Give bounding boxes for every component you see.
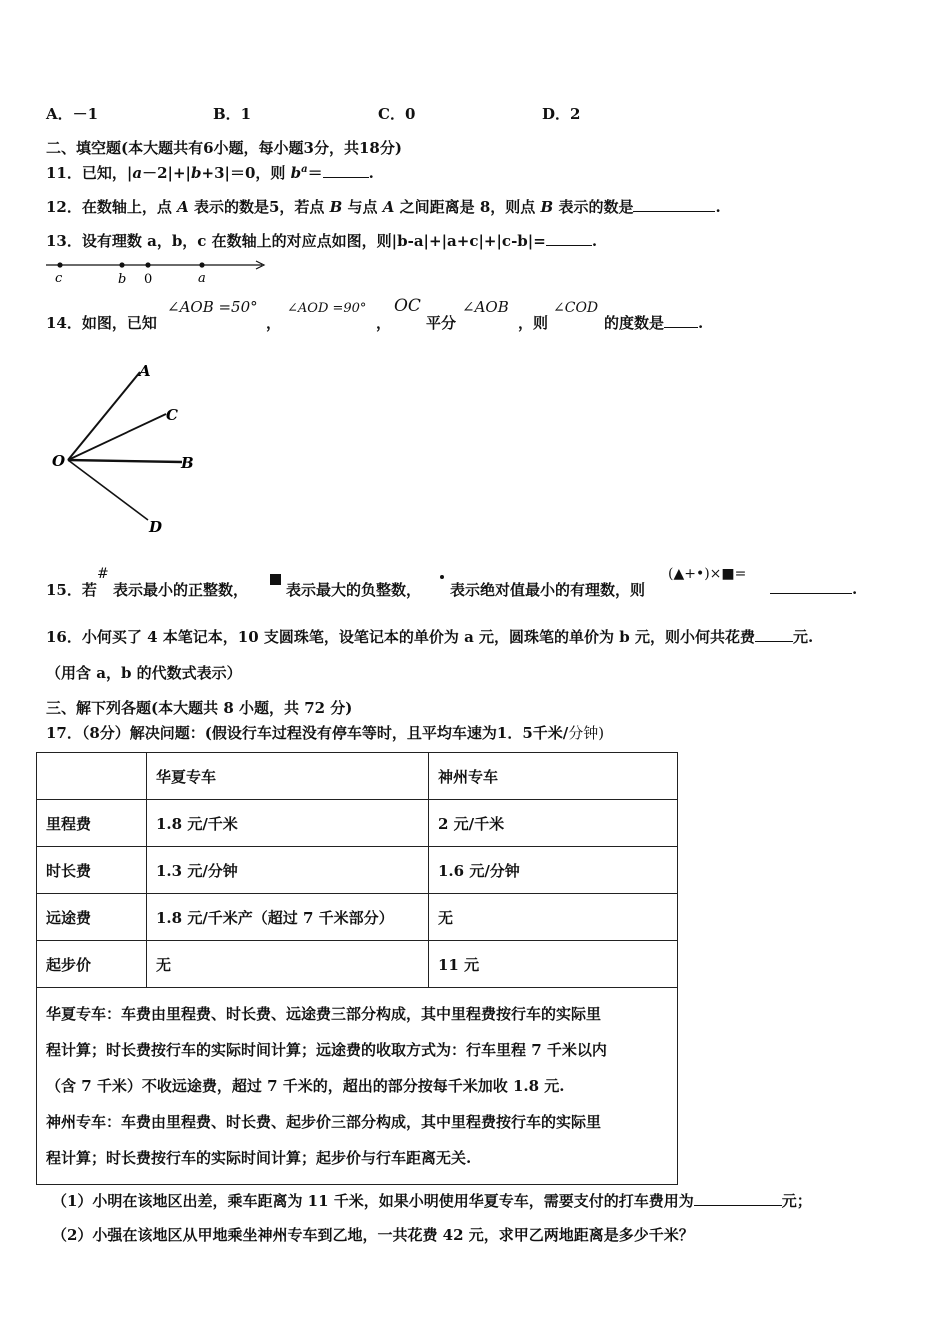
point-a (199, 262, 204, 267)
question-17-intro (46, 722, 604, 743)
q16-line1: 16．小何买了 4 本笔记本，10 支圆珠笔，设笔记本的单价为 a 元，圆珠笔的单价为 b 元，则小何共花费 (46, 628, 755, 646)
ray-od (68, 460, 148, 520)
fare-table (36, 752, 678, 1185)
q11-b2: b (290, 164, 302, 182)
label-B: B (181, 454, 194, 472)
q16-unit: 元. (792, 628, 814, 646)
table-header-cell: 华夏专车 (147, 753, 429, 800)
q15-blank[interactable] (770, 579, 852, 594)
table-cell: 2 元/千米 (429, 800, 678, 847)
section-2-title: 二、填空题(本大题共有6小题，每小题3分，共18分) (46, 139, 402, 157)
q15-smallest-positive: 表示最小的正整数， (113, 581, 249, 599)
q16-blank[interactable] (755, 627, 793, 642)
q15-hash: # (97, 566, 109, 582)
note-line: 程计算；时长费按行车的实际时间计算；远途费的收取方式为：行车里程 7 千米以内 (46, 1041, 607, 1059)
q14-angle-cod: ∠COD (553, 300, 599, 316)
table-row (37, 847, 678, 894)
q11-blank[interactable] (323, 163, 369, 178)
q12-A1: A (177, 198, 189, 216)
q11-eq: ＝ (307, 164, 323, 182)
question-14-lead: 14．如图，已知 (46, 314, 157, 332)
question-12 (46, 196, 721, 217)
label-D: D (149, 518, 163, 536)
q11-exponent: a (301, 164, 308, 175)
ray-ob (68, 460, 182, 462)
angle-figure (48, 360, 208, 540)
label-O: O (52, 452, 66, 470)
table-header-cell: 神州专车 (429, 753, 678, 800)
q16-line2: （用含 a，b 的代数式表示） (46, 664, 242, 682)
number-line (44, 256, 270, 286)
ray-oa (68, 372, 140, 460)
table-cell: 里程费 (37, 800, 147, 847)
q12-p2: 表示的数是5，若点 (188, 198, 330, 216)
label-A: A (139, 362, 151, 380)
dot-icon (440, 575, 444, 579)
q11-a: a (132, 164, 143, 182)
section-3-title: 三、解下列各题(本大题共 8 小题，共 72 分) (46, 699, 353, 717)
sub-question-2: （2）小强在该地区从甲地乘坐神州专车到乙地，一共花费 42 元，求甲乙两地距离是多少千米？ (52, 1226, 694, 1244)
q14-blank[interactable] (664, 313, 698, 328)
note-line: 华夏专车：车费由里程费、时长费、远途费三部分构成，其中里程费按行车的实际里 (46, 1005, 602, 1023)
q11-b1: b (191, 164, 202, 182)
table-cell: 无 (147, 941, 429, 988)
table-cell: 远途费 (37, 894, 147, 941)
q12-p1: 12．在数轴上，点 (46, 198, 178, 216)
q12-end: . (715, 198, 721, 216)
table-cell: 时长费 (37, 847, 147, 894)
q14-sep2: ， (376, 314, 392, 332)
q15-end: . (852, 580, 858, 598)
q14-angle-aob: ∠AOB =50° (167, 298, 258, 316)
q13-blank[interactable] (546, 231, 592, 246)
q11-mid1: －2|+| (142, 164, 191, 182)
sub1-text: （1）小明在该地区出差，乘车距离为 11 千米，如果小明使用华夏专车，需要支付的打车费用为 (52, 1192, 694, 1210)
q14-tail (604, 312, 703, 333)
q14-then: ，则 (518, 314, 549, 332)
label-C: C (166, 406, 178, 424)
q12-blank[interactable] (633, 197, 715, 212)
q14-angle-aob-2: ∠AOB (462, 298, 509, 316)
q15-largest-negative: 表示最大的负整数， (286, 581, 422, 599)
point-b (119, 262, 124, 267)
note-line: 神州专车：车费由里程费、时长费、起步价三部分构成，其中里程费按行车的实际里 (46, 1113, 602, 1131)
label-c: c (55, 271, 63, 286)
q14-end: . (698, 314, 704, 332)
q12-B2: B (540, 198, 554, 216)
table-notes-row (37, 988, 678, 1185)
q11-prefix: 11．已知，| (46, 164, 133, 182)
table-cell: 11 元 (429, 941, 678, 988)
question-11 (46, 162, 374, 183)
q12-p5: 表示的数是 (553, 198, 634, 216)
table-cell: 1.8 元/千米 (147, 800, 429, 847)
q17-intro: 17．（8分）解决问题：(假设行车过程没有停车等时，且平均车速为1．5千米/ (46, 724, 569, 742)
q17-intro-tail: 分钟) (568, 724, 605, 742)
option-c: C．0 (378, 105, 416, 123)
q14-bisects: 平分 (426, 314, 457, 332)
table-header-cell (37, 753, 147, 800)
table-cell: 1.8 元/千米产（超过 7 千米部分） (147, 894, 429, 941)
q15-lead: 15．若 (46, 581, 97, 599)
sub-question-1 (52, 1190, 812, 1211)
q14-angle-aod: ∠AOD =90° (287, 301, 367, 316)
sub1-blank[interactable] (694, 1191, 782, 1206)
q13-text: 13．设有理数 a，b，c 在数轴上的对应点如图，则|b-a|+|a+c|+|c-b|= (46, 232, 546, 250)
option-d: D．2 (542, 105, 581, 123)
label-b: b (118, 272, 127, 287)
q12-p4: 之间距离是 8，则点 (394, 198, 541, 216)
sub1-unit: 元； (781, 1192, 812, 1210)
q11-mid2: +3|＝0，则 (201, 164, 291, 182)
point-zero (145, 262, 150, 267)
question-13 (46, 230, 597, 251)
q12-B1: B (329, 198, 343, 216)
note-line: 程计算；时长费按行车的实际时间计算；起步价与行车距离无关. (46, 1149, 472, 1167)
table-cell: 1.6 元/分钟 (429, 847, 678, 894)
table-row (37, 941, 678, 988)
note-line: （含 7 千米）不收远途费，超过 7 千米的，超出的部分按每千米加收 1.8 元. (46, 1077, 565, 1095)
ray-oc (68, 414, 166, 460)
square-icon (270, 574, 281, 585)
label-a: a (198, 271, 206, 286)
table-row (37, 800, 678, 847)
option-b: B．1 (213, 105, 252, 123)
point-c (57, 262, 62, 267)
table-row (37, 894, 678, 941)
option-a: A．－1 (46, 105, 99, 123)
q14-degree-text: 的度数是 (604, 314, 665, 332)
q15-tail (770, 579, 857, 598)
q12-p3: 与点 (342, 198, 383, 216)
q11-end: . (368, 164, 374, 182)
label-zero: 0 (144, 272, 153, 287)
table-cell: 1.3 元/分钟 (147, 847, 429, 894)
table-cell: 起步价 (37, 941, 147, 988)
q14-oc: OC (394, 296, 421, 316)
q12-A2: A (382, 198, 395, 216)
q15-expression: (▲+•)×■= (668, 566, 747, 582)
q15-min-abs: 表示绝对值最小的有理数，则 (450, 581, 646, 599)
q14-sep1: ， (266, 314, 282, 332)
table-header-row (37, 753, 678, 800)
question-16 (46, 626, 813, 647)
table-notes (37, 988, 678, 1185)
table-cell: 无 (429, 894, 678, 941)
q13-end: . (591, 232, 598, 250)
